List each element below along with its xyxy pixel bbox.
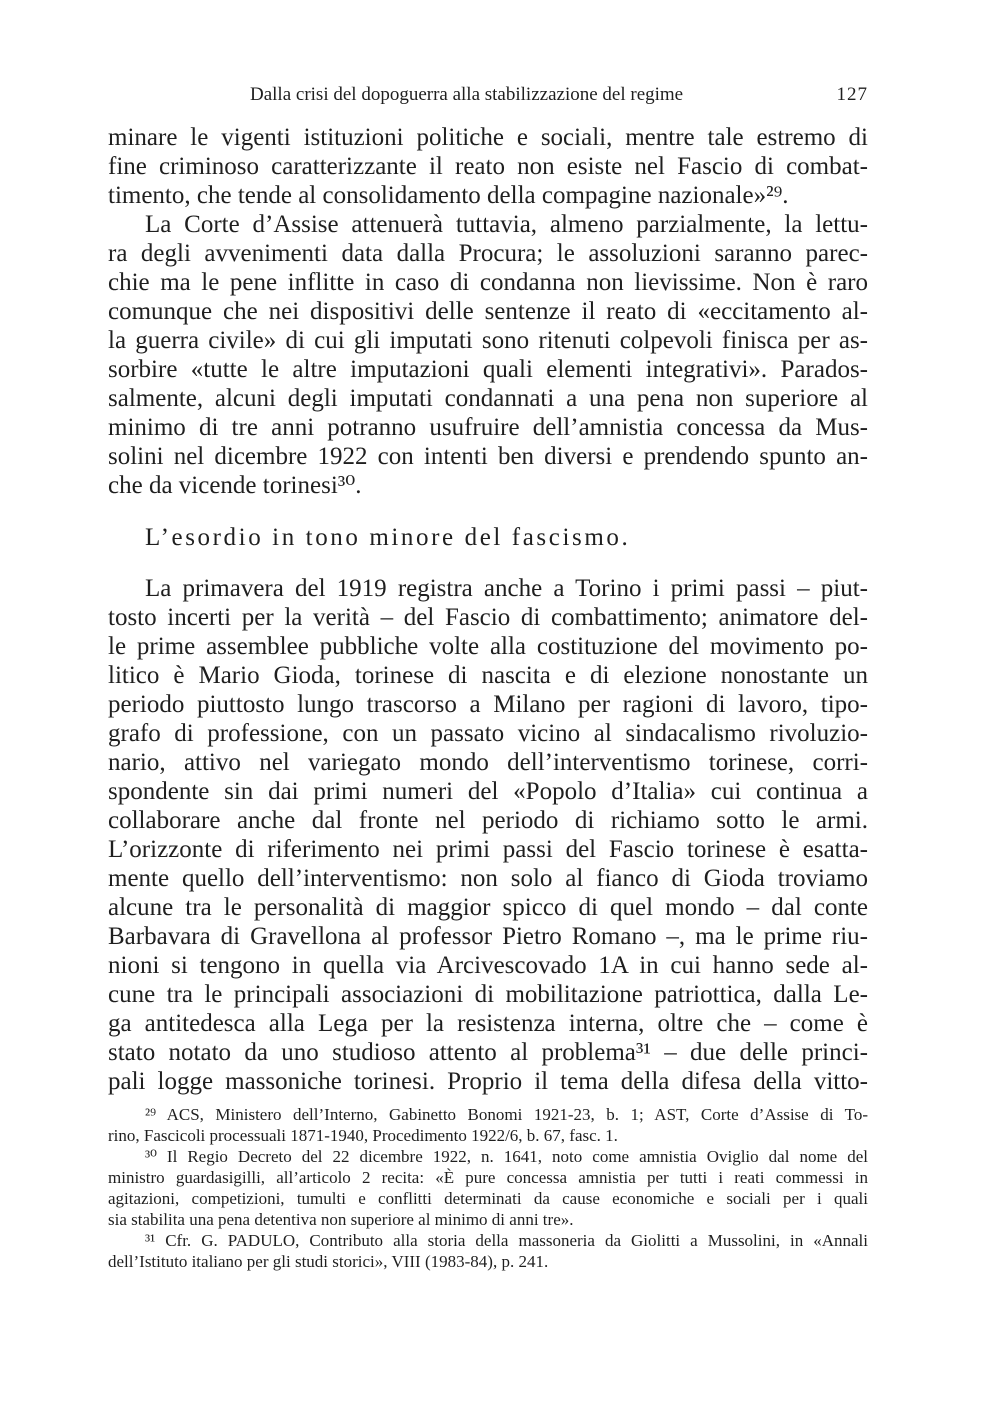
body-line: stato notato da uno studioso attento al problema³¹ – due delle princi-	[108, 1039, 868, 1066]
body-line: minimo di tre anni potranno usufruire dell’amnistia concessa da Mus-	[108, 414, 868, 441]
body-line: La Corte d’Assise attenuerà tuttavia, almeno parzialmente, la lettu-	[145, 211, 868, 238]
footnote-31-line: dell’Istituto italiano per gli studi storici», VIII (1983-84), p. 241.	[108, 1252, 549, 1271]
body-line: Barbavara di Gravellona al professor Pietro Romano –, ma le prime riu-	[108, 923, 868, 950]
footnote-30-line: sia stabilita una pena detentiva non superiore al minimo di anni tre».	[108, 1210, 574, 1229]
running-head-title: Dalla crisi del dopoguerra alla stabilizzazione del regime	[250, 84, 684, 105]
body-line: comunque che nei dispositivi delle sentenze il reato di «eccitamento al-	[108, 298, 868, 325]
body-line: spondente sin dai primi numeri del «Popolo d’Italia» cui continua a	[108, 778, 868, 805]
body-line: nario, attivo nel variegato mondo dell’interventismo torinese, corri-	[108, 749, 868, 776]
footnote-30-line: ³⁰ Il Regio Decreto del 22 dicembre 1922, n. 1641, noto come amnistia Oviglio dal nome del	[145, 1147, 868, 1166]
body-line: le prime assemblee pubbliche volte alla costituzione del movimento po-	[108, 633, 868, 660]
body-line: solini nel dicembre 1922 con intenti ben diversi e prendendo spunto an-	[108, 443, 868, 470]
body-line: nioni si tengono in quella via Arcivescovado 1A in cui hanno sede al-	[108, 952, 868, 979]
body-line: cune tra le principali associazioni di mobilitazione patriottica, dalla Le-	[108, 981, 868, 1008]
body-line: L’orizzonte di riferimento nei primi passi del Fascio torinese è esatta-	[108, 836, 868, 863]
body-line: alcune tra le personalità di maggior spicco di quel mondo – dal conte	[108, 894, 868, 921]
page-number: 127	[836, 84, 868, 105]
section-heading: L’esordio in tono minore del fascismo.	[145, 524, 631, 551]
body-line: sorbire «tutte le altre imputazioni quali elementi integrativi». Parados-	[108, 356, 868, 383]
footnote-30-line: agitazioni, competizioni, tumulti e conflitti determinati da cause economiche e sociali per i quali	[108, 1189, 868, 1208]
body-line: pali logge massoniche torinesi. Proprio il tema della difesa della vitto-	[108, 1068, 868, 1095]
body-line: ga antitedesca alla Lega per la resistenza interna, oltre che – come è	[108, 1010, 868, 1037]
body-line: litico è Mario Gioda, torinese di nascita e di elezione nonostante un	[108, 662, 868, 689]
body-line: timento, che tende al consolidamento della compagine nazionale»²⁹.	[108, 182, 789, 209]
body-line: che da vicende torinesi³⁰.	[108, 472, 362, 499]
footnote-29-line: ²⁹ ACS, Ministero dell’Interno, Gabinetto Bonomi 1921-23, b. 1; AST, Corte d’Assise di To-	[145, 1105, 868, 1124]
body-line: tosto incerti per la verità – del Fascio di combattimento; animatore del-	[108, 604, 868, 631]
footnote-30-line: ministro guardasigilli, all’articolo 2 recita: «È pure concessa amnistia per tutti i reati commessi in	[108, 1168, 868, 1187]
body-line: chie ma le pene inflitte in caso di condanna non lievissime. Non è raro	[108, 269, 868, 296]
body-line: grafo di professione, con un passato vicino al sindacalismo rivoluzio-	[108, 720, 868, 747]
body-line: salmente, alcuni degli imputati condannati a una pena non superiore al	[108, 385, 868, 412]
running-head	[108, 80, 868, 110]
body-line: periodo piuttosto lungo trascorso a Milano per ragioni di lavoro, tipo-	[108, 691, 868, 718]
body-line: mente quello dell’interventismo: non solo al fianco di Gioda troviamo	[108, 865, 868, 892]
body-line: La primavera del 1919 registra anche a Torino i primi passi – piut-	[145, 575, 868, 602]
footnote-31-line: ³¹ Cfr. G. PADULO, Contributo alla storia della massoneria da Giolitti a Mussolini, in «Annali	[145, 1231, 868, 1250]
body-line: la guerra civile» di cui gli imputati sono ritenuti colpevoli finisca per as-	[108, 327, 868, 354]
body-line: ra degli avvenimenti data dalla Procura; le assoluzioni saranno parec-	[108, 240, 868, 267]
body-line: fine criminoso caratterizzante il reato non esiste nel Fascio di combat-	[108, 153, 868, 180]
body-line: collaborare anche dal fronte nel periodo di richiamo sotto le armi.	[108, 807, 868, 834]
footnote-29-line: rino, Fascicoli processuali 1871-1940, Procedimento 1922/6, b. 67, fasc. 1.	[108, 1126, 618, 1145]
body-line: minare le vigenti istituzioni politiche e sociali, mentre tale estremo di	[108, 124, 868, 151]
